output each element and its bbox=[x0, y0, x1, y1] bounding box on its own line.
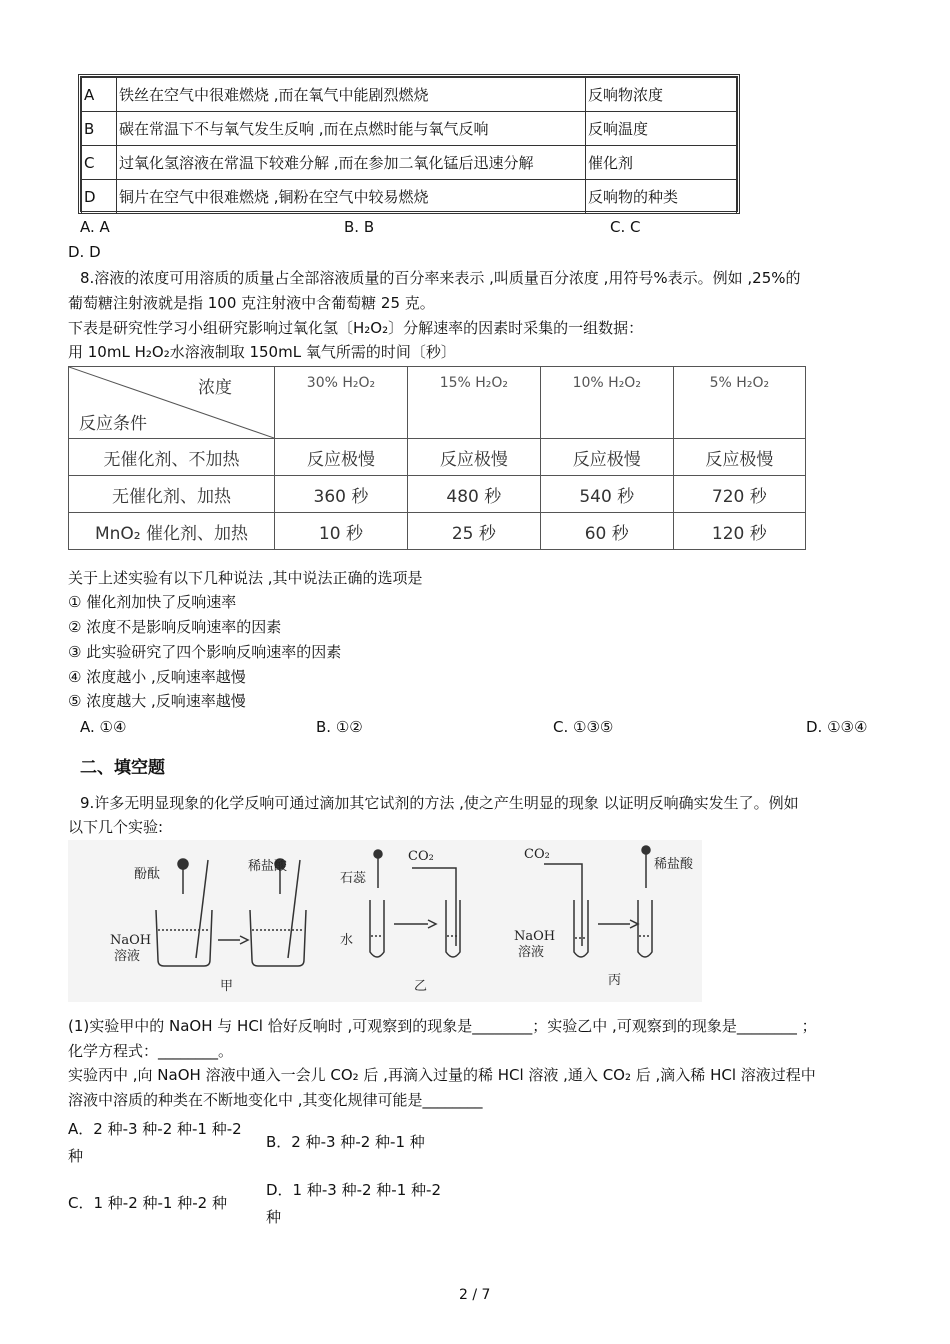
table-row bbox=[82, 146, 737, 180]
corner-cell bbox=[69, 367, 275, 439]
table-cell: 360 秒 bbox=[275, 476, 408, 513]
row-fact: 过氧化氢溶液在常温下较难分解 ,而在参加二氧化锰后迅速分解 bbox=[117, 146, 586, 180]
corner-bottom-label: 反应条件 bbox=[79, 414, 147, 434]
q9-option-b[interactable]: B．2 种-3 种-2 种-1 种 bbox=[266, 1133, 425, 1151]
table-cell: 480 秒 bbox=[407, 476, 540, 513]
q9-option-a-line1[interactable]: A．2 种-3 种-2 种-1 种-2 bbox=[68, 1120, 242, 1138]
table-cell: 反应极慢 bbox=[407, 439, 540, 476]
q8-statement: ③ 此实验研究了四个影响反响速率的因素 bbox=[68, 643, 342, 661]
row-condition: MnO₂ 催化剂、加热 bbox=[69, 513, 275, 550]
col-header: 10% H₂O₂ bbox=[540, 367, 673, 439]
q9-option-c[interactable]: C．1 种-2 种-1 种-2 种 bbox=[68, 1194, 227, 1212]
row-fact: 铁丝在空气中很难燃烧 ,而在氧气中能剧烈燃烧 bbox=[117, 78, 586, 112]
option-b[interactable]: B. B bbox=[344, 218, 375, 236]
q8-stem-line2: 葡萄糖注射液就是指 100 克注射液中含葡萄糖 25 克。 bbox=[68, 294, 435, 312]
q9-stem-line2: 以下几个实验: bbox=[68, 818, 164, 836]
table-cell: 120 秒 bbox=[673, 513, 805, 550]
row-factor: 反响温度 bbox=[586, 112, 737, 146]
row-factor: 催化剂 bbox=[586, 146, 737, 180]
q9-sub2-line1: 实验丙中 ,向 NaOH 溶液中通入一会儿 CO₂ 后 ,再滴入过量的稀 HCl 溶液 ,通入 CO₂ 后 ,滴入稀 HCl 溶液过程中 bbox=[68, 1066, 816, 1084]
q8-prompt: 关于上述实验有以下几种说法 ,其中说法正确的选项是 bbox=[68, 569, 423, 587]
row-fact: 碳在常温下不与氧气发生反响 ,而在点燃时能与氧气反响 bbox=[117, 112, 586, 146]
q9-stem-line1: 9.许多无明显现象的化学反响可通过滴加其它试剂的方法 ,使之产生明显的现象 以证明反响确实发生了。例如 bbox=[80, 794, 799, 812]
label-yi: 乙 bbox=[414, 979, 428, 994]
q8-statement: ④ 浓度越小 ,反响速率越慢 bbox=[68, 668, 246, 686]
q9-sub1-line1: (1)实验甲中的 NaOH 与 HCl 恰好反响时 ,可观察到的现象是________；实验乙中 ,可观察到的现象是________ ； bbox=[68, 1017, 817, 1035]
q8-option-d[interactable]: D. ①③④ bbox=[806, 718, 868, 736]
table-cell: 10 秒 bbox=[275, 513, 408, 550]
label-jia: 甲 bbox=[220, 979, 234, 994]
row-label: D bbox=[82, 180, 117, 214]
q8-statement: ② 浓度不是影响反响速率的因素 bbox=[68, 618, 282, 636]
q8-stem-line3: 下表是研究性学习小组研究影响过氧化氢〔H₂O₂〕分解速率的因素时采集的一组数据： bbox=[68, 319, 644, 337]
option-a[interactable]: A. A bbox=[80, 218, 110, 236]
q9-option-d-line1[interactable]: D．1 种-3 种-2 种-1 种-2 bbox=[266, 1181, 441, 1199]
h2o2-rate-table bbox=[68, 366, 806, 550]
q8-option-b[interactable]: B. ①② bbox=[316, 718, 363, 736]
label-naoh-2: NaOH bbox=[514, 929, 556, 944]
q9-option-d-line2: 种 bbox=[266, 1208, 282, 1226]
row-label: B bbox=[82, 112, 117, 146]
option-d[interactable]: D. D bbox=[68, 243, 101, 261]
corner-top-label: 浓度 bbox=[198, 378, 232, 398]
q8-statement: ① 催化剂加快了反响速率 bbox=[68, 593, 237, 611]
table-cell: 反应极慢 bbox=[540, 439, 673, 476]
label-phenolphthalein: 酚酞 bbox=[134, 867, 161, 882]
page-number: 2 / 7 bbox=[459, 1287, 491, 1303]
label-co2-1: CO₂ bbox=[408, 849, 434, 864]
table-cell: 540 秒 bbox=[540, 476, 673, 513]
table-row bbox=[82, 78, 737, 112]
factor-table bbox=[78, 74, 740, 214]
label-bing: 丙 bbox=[608, 973, 622, 988]
q9-sub2-line2: 溶液中溶质的种类在不断地变化中 ,其变化规律可能是________ bbox=[68, 1091, 483, 1109]
q8-option-c[interactable]: C. ①③⑤ bbox=[553, 718, 614, 736]
row-condition: 无催化剂、加热 bbox=[69, 476, 275, 513]
label-solution-2: 溶液 bbox=[518, 945, 545, 960]
q8-stem-line4: 用 10mL H₂O₂水溶液制取 150mL 氧气所需的时间〔秒〕 bbox=[68, 343, 456, 361]
label-solution-1: 溶液 bbox=[114, 949, 141, 964]
col-header: 15% H₂O₂ bbox=[407, 367, 540, 439]
q8-option-a[interactable]: A. ①④ bbox=[80, 718, 127, 736]
col-header: 5% H₂O₂ bbox=[673, 367, 805, 439]
row-factor: 反响物的种类 bbox=[586, 180, 737, 214]
table-cell: 60 秒 bbox=[540, 513, 673, 550]
table-cell: 反应极慢 bbox=[275, 439, 408, 476]
row-label: C bbox=[82, 146, 117, 180]
label-co2-2: CO₂ bbox=[524, 847, 550, 862]
row-fact: 铜片在空气中很难燃烧 ,铜粉在空气中较易燃烧 bbox=[117, 180, 586, 214]
table-row bbox=[82, 180, 737, 214]
q8-statement: ⑤ 浓度越大 ,反响速率越慢 bbox=[68, 692, 246, 710]
table-cell: 720 秒 bbox=[673, 476, 805, 513]
table-cell: 反应极慢 bbox=[673, 439, 805, 476]
table-cell: 25 秒 bbox=[407, 513, 540, 550]
row-condition: 无催化剂、不加热 bbox=[69, 439, 275, 476]
experiment-diagram bbox=[68, 840, 702, 1002]
label-litmus: 石蕊 bbox=[340, 871, 367, 886]
table-row bbox=[82, 112, 737, 146]
section-title: 二、填空题 bbox=[80, 758, 165, 778]
q8-stem-line1: 8.溶液的浓度可用溶质的质量占全部溶液质量的百分率来表示 ,叫质量百分浓度 ,用符号%表示。例如 ,25%的 bbox=[80, 269, 801, 287]
q9-sub1-line2: 化学方程式：________。 bbox=[68, 1042, 234, 1060]
q9-option-a-line2: 种 bbox=[68, 1147, 84, 1165]
label-naoh-1: NaOH bbox=[110, 933, 152, 948]
label-hcl-1: 稀盐酸 bbox=[248, 859, 288, 874]
option-c[interactable]: C. C bbox=[610, 218, 641, 236]
col-header: 30% H₂O₂ bbox=[275, 367, 408, 439]
row-factor: 反响物浓度 bbox=[586, 78, 737, 112]
label-hcl-2: 稀盐酸 bbox=[654, 857, 694, 872]
label-water: 水 bbox=[340, 933, 354, 948]
row-label: A bbox=[82, 78, 117, 112]
